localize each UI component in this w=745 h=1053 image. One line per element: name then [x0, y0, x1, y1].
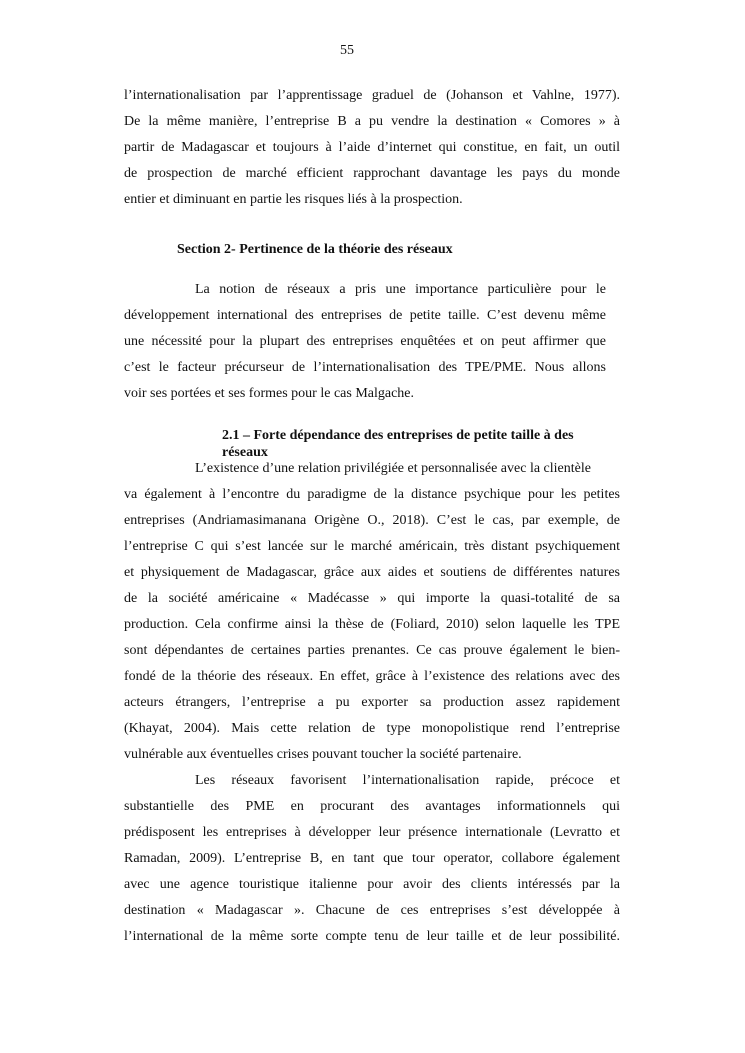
- paragraph-2: [124, 277, 606, 407]
- paragraph-line: vulnérable aux éventuelles crises pouvant toucher la société partenaire.: [124, 747, 522, 762]
- paragraph-line: De la même manière, l’entreprise B a pu vendre la destination « Comores » à: [124, 114, 620, 129]
- paragraph-line: une nécessité pour la plupart des entreprises enquêtées et on peut affirmer que: [124, 334, 606, 349]
- paragraph-line: (Khayat, 2004). Mais cette relation de type monopolistique rend l’entreprise: [124, 721, 620, 736]
- paragraph-line: acteurs étrangers, l’entreprise a pu exporter sa production assez rapidement: [124, 695, 620, 710]
- subsection-heading-line: 2.1 – Forte dépendance des entreprises de petite taille à des: [222, 428, 574, 443]
- paragraph-line: prédisposent les entreprises à développer leur présence internationale (Levratto et: [124, 825, 620, 840]
- paragraph-line: l’internationalisation par l’apprentissage graduel de (Johanson et Vahlne, 1977).: [124, 88, 620, 103]
- subsection-heading-line: réseaux: [222, 445, 268, 460]
- paragraph-line: développement international des entreprises de petite taille. C’est devenu même: [124, 308, 606, 323]
- paragraph-line: entier et diminuant en partie les risques liés à la prospection.: [124, 192, 463, 207]
- paragraph-line: sont dépendantes de certaines parties prenantes. Ce cas prouve également le bien-: [124, 643, 620, 658]
- paragraph-line: La notion de réseaux a pris une importance particulière pour le: [195, 282, 606, 297]
- paragraph-line: L’existence d’une relation privilégiée et personnalisée avec la clientèle: [195, 461, 591, 476]
- paragraph-line: destination « Madagascar ». Chacune de ces entreprises s’est développée à: [124, 903, 620, 918]
- paragraph-line: partir de Madagascar et toujours à l’aide d’internet qui constitue, en fait, un outil: [124, 140, 620, 155]
- paragraph-line: substantielle des PME en procurant des avantages informationnels qui: [124, 799, 620, 814]
- paragraph-line: l’entreprise C qui s’est lancée sur le marché américain, très distant psychiquement: [124, 539, 620, 554]
- paragraph-4: [124, 768, 620, 950]
- paragraph-line: va également à l’encontre du paradigme de la distance psychique pour les petites: [124, 487, 620, 502]
- paragraph-line: l’international de la même sorte compte tenu de leur taille et de leur possibilité.: [124, 929, 620, 944]
- paragraph-line: production. Cela confirme ainsi la thèse de (Foliard, 2010) selon laquelle les TPE: [124, 617, 620, 632]
- section-heading: Section 2- Pertinence de la théorie des réseaux: [177, 242, 453, 257]
- paragraph-line: fondé de la théorie des réseaux. En effet, grâce à l’existence des relations avec des: [124, 669, 620, 684]
- paragraph-line: Les réseaux favorisent l’internationalisation rapide, précoce et: [195, 773, 620, 788]
- paragraph-line: voir ses portées et ses formes pour le cas Malgache.: [124, 386, 415, 401]
- paragraph-line: de la société américaine « Madécasse » qui importe la quasi-totalité de sa: [124, 591, 620, 606]
- paragraph-line: entreprises (Andriamasimanana Origène O., 2018). C’est le cas, par exemple, de: [124, 513, 620, 528]
- paragraph-line: Ramadan, 2009). L’entreprise B, en tant que tour operator, collabore également: [124, 851, 620, 866]
- paragraph-line: c’est le facteur précurseur de l’internationalisation des TPE/PME. Nous allons: [124, 360, 606, 375]
- paragraph-line: et physiquement de Madagascar, grâce aux aides et soutiens de différentes natures: [124, 565, 620, 580]
- paragraph-1: [124, 83, 620, 213]
- paragraph-3: [124, 456, 620, 768]
- paragraph-line: avec une agence touristique italienne pour avoir des clients intéressés par la: [124, 877, 620, 892]
- paragraph-line: de prospection de marché efficient rapprochant davantage les pays du monde: [124, 166, 620, 181]
- page-number: 55: [340, 43, 354, 58]
